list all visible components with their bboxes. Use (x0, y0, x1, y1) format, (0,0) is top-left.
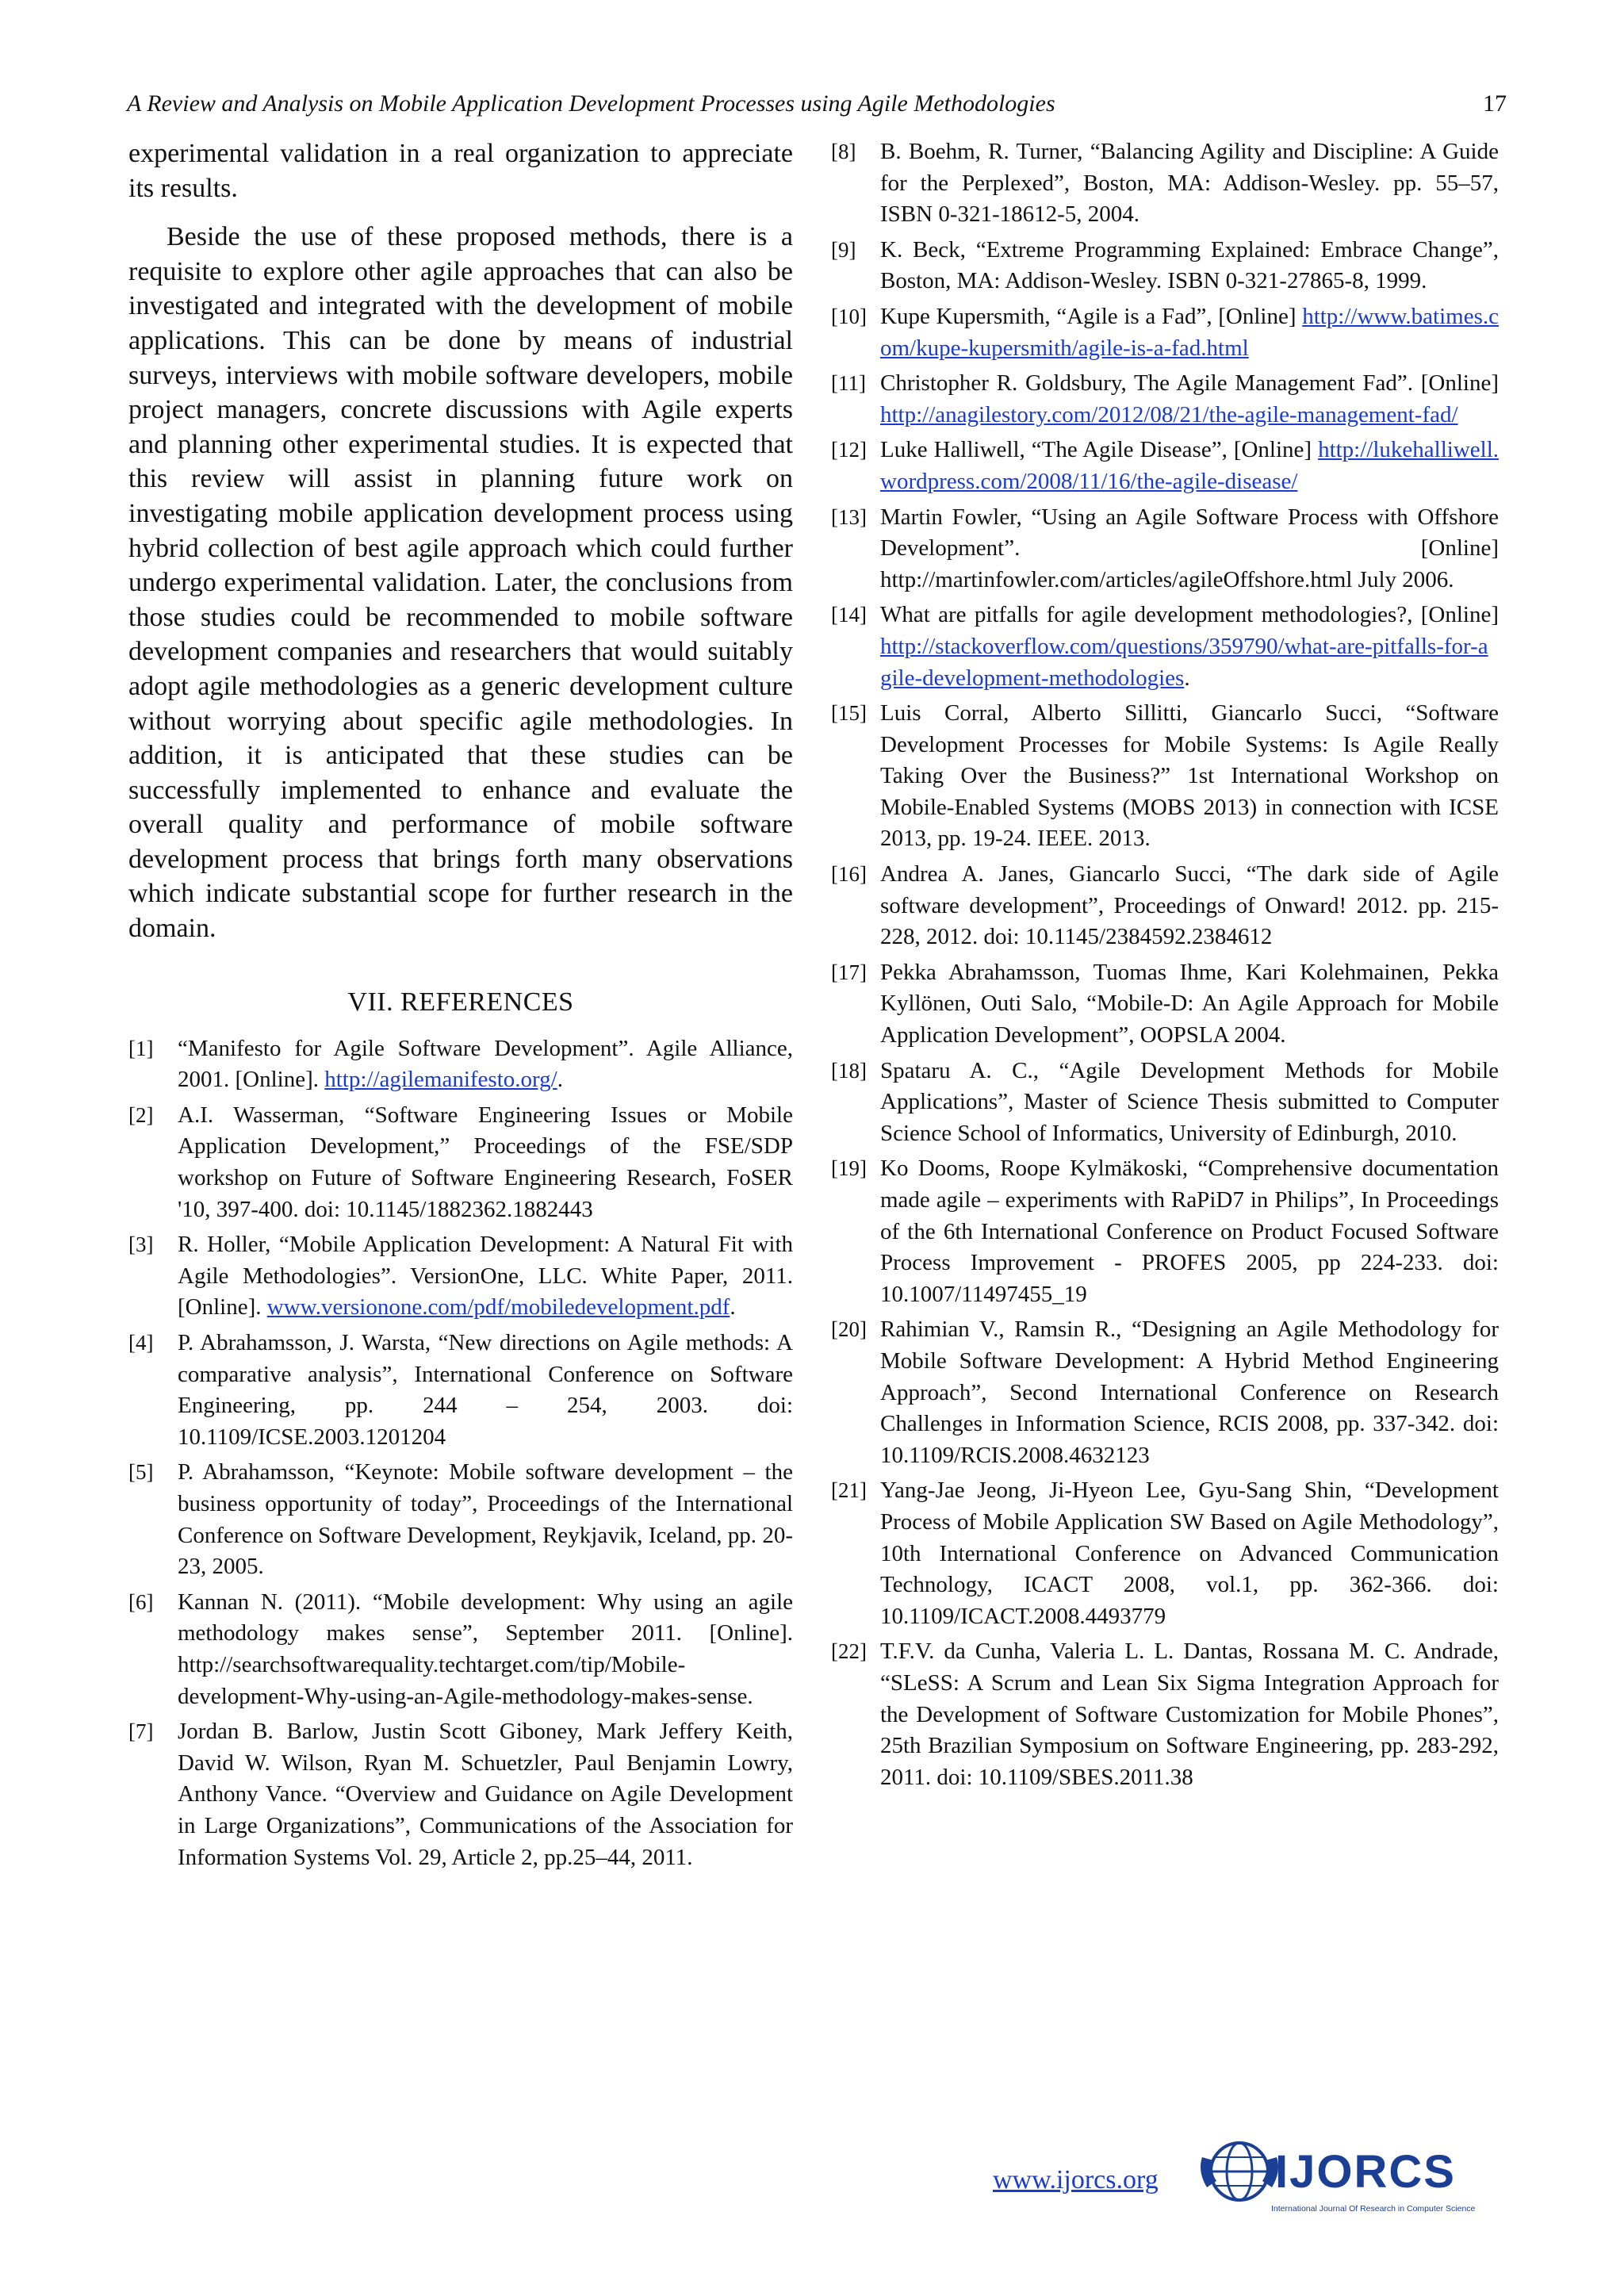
reference-citation: Jordan B. Barlow, Justin Scott Giboney, Mark Jeffery Keith, David W. Wilson, Ryan M. Schuetzler, Paul Benjamin Lowry, Anthony Vance. “Overview and Guidance on Agile Development in Large Organizations”, Communications of the Association for Information Systems Vol. 29, Article 2, pp.25–44, 2011. (178, 1719, 793, 1870)
reference-item (831, 859, 1499, 953)
reference-number: [21] (831, 1478, 867, 1503)
footer-site-link[interactable]: www.ijorcs.org (993, 2165, 1159, 2194)
reference-item (128, 1229, 793, 1324)
reference-item (831, 301, 1499, 364)
reference-number: [10] (831, 304, 867, 328)
reference-trailing: . (557, 1067, 563, 1093)
reference-citation: K. Beck, “Extreme Programming Explained: Embrace Change”, Boston, MA: Addison-Wesley. ISBN 0-321-27865-8, 1999. (880, 236, 1499, 294)
reference-citation: Kupe Kupersmith, “Agile is a Fad”, [Online] (880, 303, 1303, 329)
reference-item (831, 1636, 1499, 1793)
reference-citation: P. Abrahamsson, J. Warsta, “New directions on Agile methods: A comparative analysis”, International Conference on Software Engineering, pp. 244 – 254, 2003. doi: 10.1109/ICSE.2003.1201204 (178, 1330, 793, 1450)
reference-item (831, 698, 1499, 855)
reference-number: [13] (831, 504, 867, 529)
body-paragraph-1: experimental validation in a real organization to appreciate its results. (128, 139, 793, 203)
reference-text (880, 136, 1499, 231)
reference-number: [11] (831, 371, 866, 396)
reference-citation: What are pitfalls for agile development methodologies?, [Online] (880, 602, 1499, 628)
reference-number: [3] (128, 1232, 154, 1257)
reference-citation: Kannan N. (2011). “Mobile development: Why using an agile methodology makes sense”, September 2011. [Online]. http://searchsoftwarequality.techtarget.com/tip/Mobile-development-Why-using-an-Agile-methodology-makes-sense. (178, 1589, 793, 1709)
reference-number: [1] (128, 1036, 154, 1060)
reference-citation: Luke Halliwell, “The Agile Disease”, [Online] (880, 437, 1319, 463)
reference-list-right (831, 136, 1499, 1793)
reference-link[interactable]: http://stackoverflow.com/questions/359790/what-are-pitfalls-for-agile-development-methodologies (880, 633, 1488, 691)
reference-citation: T.F.V. da Cunha, Valeria L. L. Dantas, Rossana M. C. Andrade, “SLeSS: A Scrum and Lean Six Sigma Integration Approach for the Development of Software Customization for Mobile Phones”, 25th Brazilian Symposium on Software Engineering, pp. 283-292, 2011. doi: 10.1109/SBES.2011.38 (880, 1639, 1499, 1790)
reference-citation: Christopher R. Goldsbury, The Agile Management Fad”. [Online] (880, 370, 1499, 397)
reference-citation: Martin Fowler, “Using an Agile Software Process with Offshore Development”. [Online] http://martinfowler.com/articles/agileOffshore.html July 2006. (880, 504, 1499, 592)
page-number: 17 (1483, 90, 1507, 117)
reference-text (178, 1229, 793, 1324)
reference-text (880, 600, 1499, 694)
reference-text (880, 1056, 1499, 1150)
reference-text (880, 859, 1499, 953)
reference-item (831, 1153, 1499, 1310)
reference-citation: Spataru A. C., “Agile Development Methods for Mobile Applications”, Master of Science Thesis submitted to Computer Science School of Informatics, University of Edinburgh, 2010. (880, 1057, 1499, 1146)
reference-text (178, 1457, 793, 1582)
reference-text (880, 1153, 1499, 1310)
reference-citation: “Manifesto for Agile Software Development”. Agile Alliance, 2001. [Online]. (178, 1035, 793, 1093)
reference-link[interactable]: http://agilemanifesto.org/ (324, 1067, 557, 1093)
reference-number: [9] (831, 237, 856, 262)
references-heading: VII. REFERENCES (347, 987, 574, 1017)
ijorcs-logo (1196, 2133, 1489, 2221)
reference-number: [16] (831, 862, 867, 887)
reference-text (880, 1475, 1499, 1632)
reference-citation: R. Holler, “Mobile Application Development: A Natural Fit with Agile Methodologies”. VersionOne, LLC. White Paper, 2011. [Online]. (178, 1232, 793, 1320)
reference-number: [15] (831, 701, 867, 726)
reference-text (880, 235, 1499, 297)
reference-item (128, 1457, 793, 1582)
reference-list-left (128, 1033, 793, 1873)
reference-citation: Andrea A. Janes, Giancarlo Succi, “The dark side of Agile software development”, Proceedings of Onward! 2012. pp. 215-228, 2012. doi: 10.1145/2384592.2384612 (880, 861, 1499, 950)
reference-trailing: . (1184, 665, 1190, 691)
reference-number: [4] (128, 1331, 154, 1355)
reference-link[interactable]: http://anagilestory.com/2012/08/21/the-agile-management-fad/ (880, 401, 1458, 427)
reference-number: [8] (831, 140, 856, 163)
reference-item (128, 1033, 793, 1096)
reference-text (880, 502, 1499, 596)
reference-number: [22] (831, 1639, 867, 1664)
reference-number: [7] (128, 1719, 154, 1744)
reference-number: [14] (831, 603, 867, 627)
reference-item (128, 1716, 793, 1873)
logo-wordmark: IJORCS (1275, 2146, 1456, 2198)
reference-number: [6] (128, 1589, 154, 1614)
reference-link[interactable]: www.versionone.com/pdf/mobiledevelopment.pdf (266, 1294, 730, 1320)
reference-citation: Luis Corral, Alberto Sillitti, Giancarlo Succi, “Software Development Processes for Mobile Systems: Is Agile Really Taking Over the Business?” 1st International Workshop on Mobile-Enabled Systems (MOBS 2013) in connection with ICSE 2013, pp. 19-24. IEEE. 2013. (880, 700, 1499, 852)
logo-tagline: International Journal Of Research in Computer Science (1271, 2204, 1476, 2214)
reference-item (128, 1100, 793, 1225)
body-paragraph-2: Beside the use of these proposed methods, there is a requisite to explore other agile approaches that can also be investigated and integrated with the development of mobile applications. This can be done by means of industrial surveys, interviews with mobile software developers, mobile project managers, concrete discussions with Agile experts and planning other experimental studies. It is expected that this review will assist in planning future work on investigating mobile application development process using hybrid collection of best agile approach which could further undergo experimental validation. Later, the conclusions from those studies could be recommended to mobile software development companies and researchers that would suitably adopt agile methodologies as a generic development culture without worrying about specific agile methodologies. In addition, it is anticipated that these studies can be successfully implemented to enhance and evaluate the overall quality and performance of mobile software development process that brings forth many observations which indicate substantial scope for further research in the domain. (128, 222, 793, 944)
reference-text (880, 1314, 1499, 1471)
reference-item (831, 435, 1499, 497)
reference-text (880, 301, 1499, 364)
reference-text (880, 1636, 1499, 1793)
reference-number: [19] (831, 1156, 867, 1181)
reference-item (831, 136, 1499, 231)
reference-citation: Rahimian V., Ramsin R., “Designing an Agile Methodology for Mobile Software Development: A Hybrid Method Engineering Approach”, Second International Conference on Research Challenges in Information Science, RCIS 2008, pp. 337-342. doi: 10.1109/RCIS.2008.4632123 (880, 1317, 1499, 1468)
reference-citation: Pekka Abrahamsson, Tuomas Ihme, Kari Kolehmainen, Pekka Kyllönen, Outi Salo, “Mobile-D: An Agile Approach for Mobile Application Development”, OOPSLA 2004. (880, 959, 1499, 1048)
reference-text (880, 368, 1499, 431)
reference-text (178, 1587, 793, 1712)
reference-citation: P. Abrahamsson, “Keynote: Mobile software development – the business opportunity of today”, Proceedings of the International Conference on Software Development, Reykjavik, Iceland, pp. 20-23, 2005. (178, 1459, 793, 1580)
right-column (831, 136, 1499, 1797)
reference-link[interactable]: http://www.batimes.com/kupe-kupersmith/agile-is-a-fad.html (880, 303, 1499, 361)
reference-text (178, 1033, 793, 1096)
reference-number: [12] (831, 438, 867, 462)
reference-text (178, 1100, 793, 1225)
reference-item (831, 600, 1499, 694)
reference-text (880, 957, 1499, 1052)
reference-item (831, 1314, 1499, 1471)
running-title: A Review and Analysis on Mobile Application Development Processes using Agile Methodologies (127, 90, 1055, 117)
reference-number: [5] (128, 1460, 154, 1485)
reference-number: [2] (128, 1102, 154, 1127)
running-header (127, 86, 1507, 125)
reference-item (831, 368, 1499, 431)
left-column (128, 136, 793, 1877)
reference-citation: Yang-Jae Jeong, Ji-Hyeon Lee, Gyu-Sang Shin, “Development Process of Mobile Application SW Based on Agile Methodology”, 10th International Conference on Advanced Communication Technology, ICACT 2008, vol.1, pp. 362-366. doi: 10.1109/ICACT.2008.4493779 (880, 1478, 1499, 1629)
reference-item (831, 1475, 1499, 1632)
reference-item (831, 957, 1499, 1052)
reference-citation: Ko Dooms, Roope Kylmäkoski, “Comprehensive documentation made agile – experiments with RaPiD7 in Philips”, In Proceedings of the 6th International Conference on Product Focused Software Process Improvement - PROFES 2005, pp 224-233. doi: 10.1007/11497455_19 (880, 1156, 1499, 1307)
reference-number: [17] (831, 960, 867, 984)
reference-item (128, 1587, 793, 1712)
reference-item (831, 502, 1499, 596)
reference-item (831, 1056, 1499, 1150)
reference-link[interactable]: http://lukehalliwell.wordpress.com/2008/11/16/the-agile-disease/ (880, 437, 1499, 494)
reference-citation: B. Boehm, R. Turner, “Balancing Agility and Discipline: A Guide for the Perplexed”, Boston, MA: Addison-Wesley. pp. 55–57, ISBN 0-321-18612-5, 2004. (880, 139, 1499, 228)
reference-item (831, 235, 1499, 297)
reference-text (880, 435, 1499, 497)
reference-number: [20] (831, 1317, 867, 1342)
reference-text (880, 698, 1499, 855)
reference-number: [18] (831, 1058, 867, 1083)
reference-item (128, 1328, 793, 1453)
reference-trailing: . (730, 1294, 736, 1320)
reference-text (178, 1716, 793, 1873)
globe-icon (1201, 2143, 1278, 2200)
reference-text (178, 1328, 793, 1453)
reference-citation: A.I. Wasserman, “Software Engineering Issues or Mobile Application Development,” Proceedings of the FSE/SDP workshop on Future of Software Engineering Research, FoSER '10, 397-400. doi: 10.1145/1882362.1882443 (178, 1102, 793, 1222)
